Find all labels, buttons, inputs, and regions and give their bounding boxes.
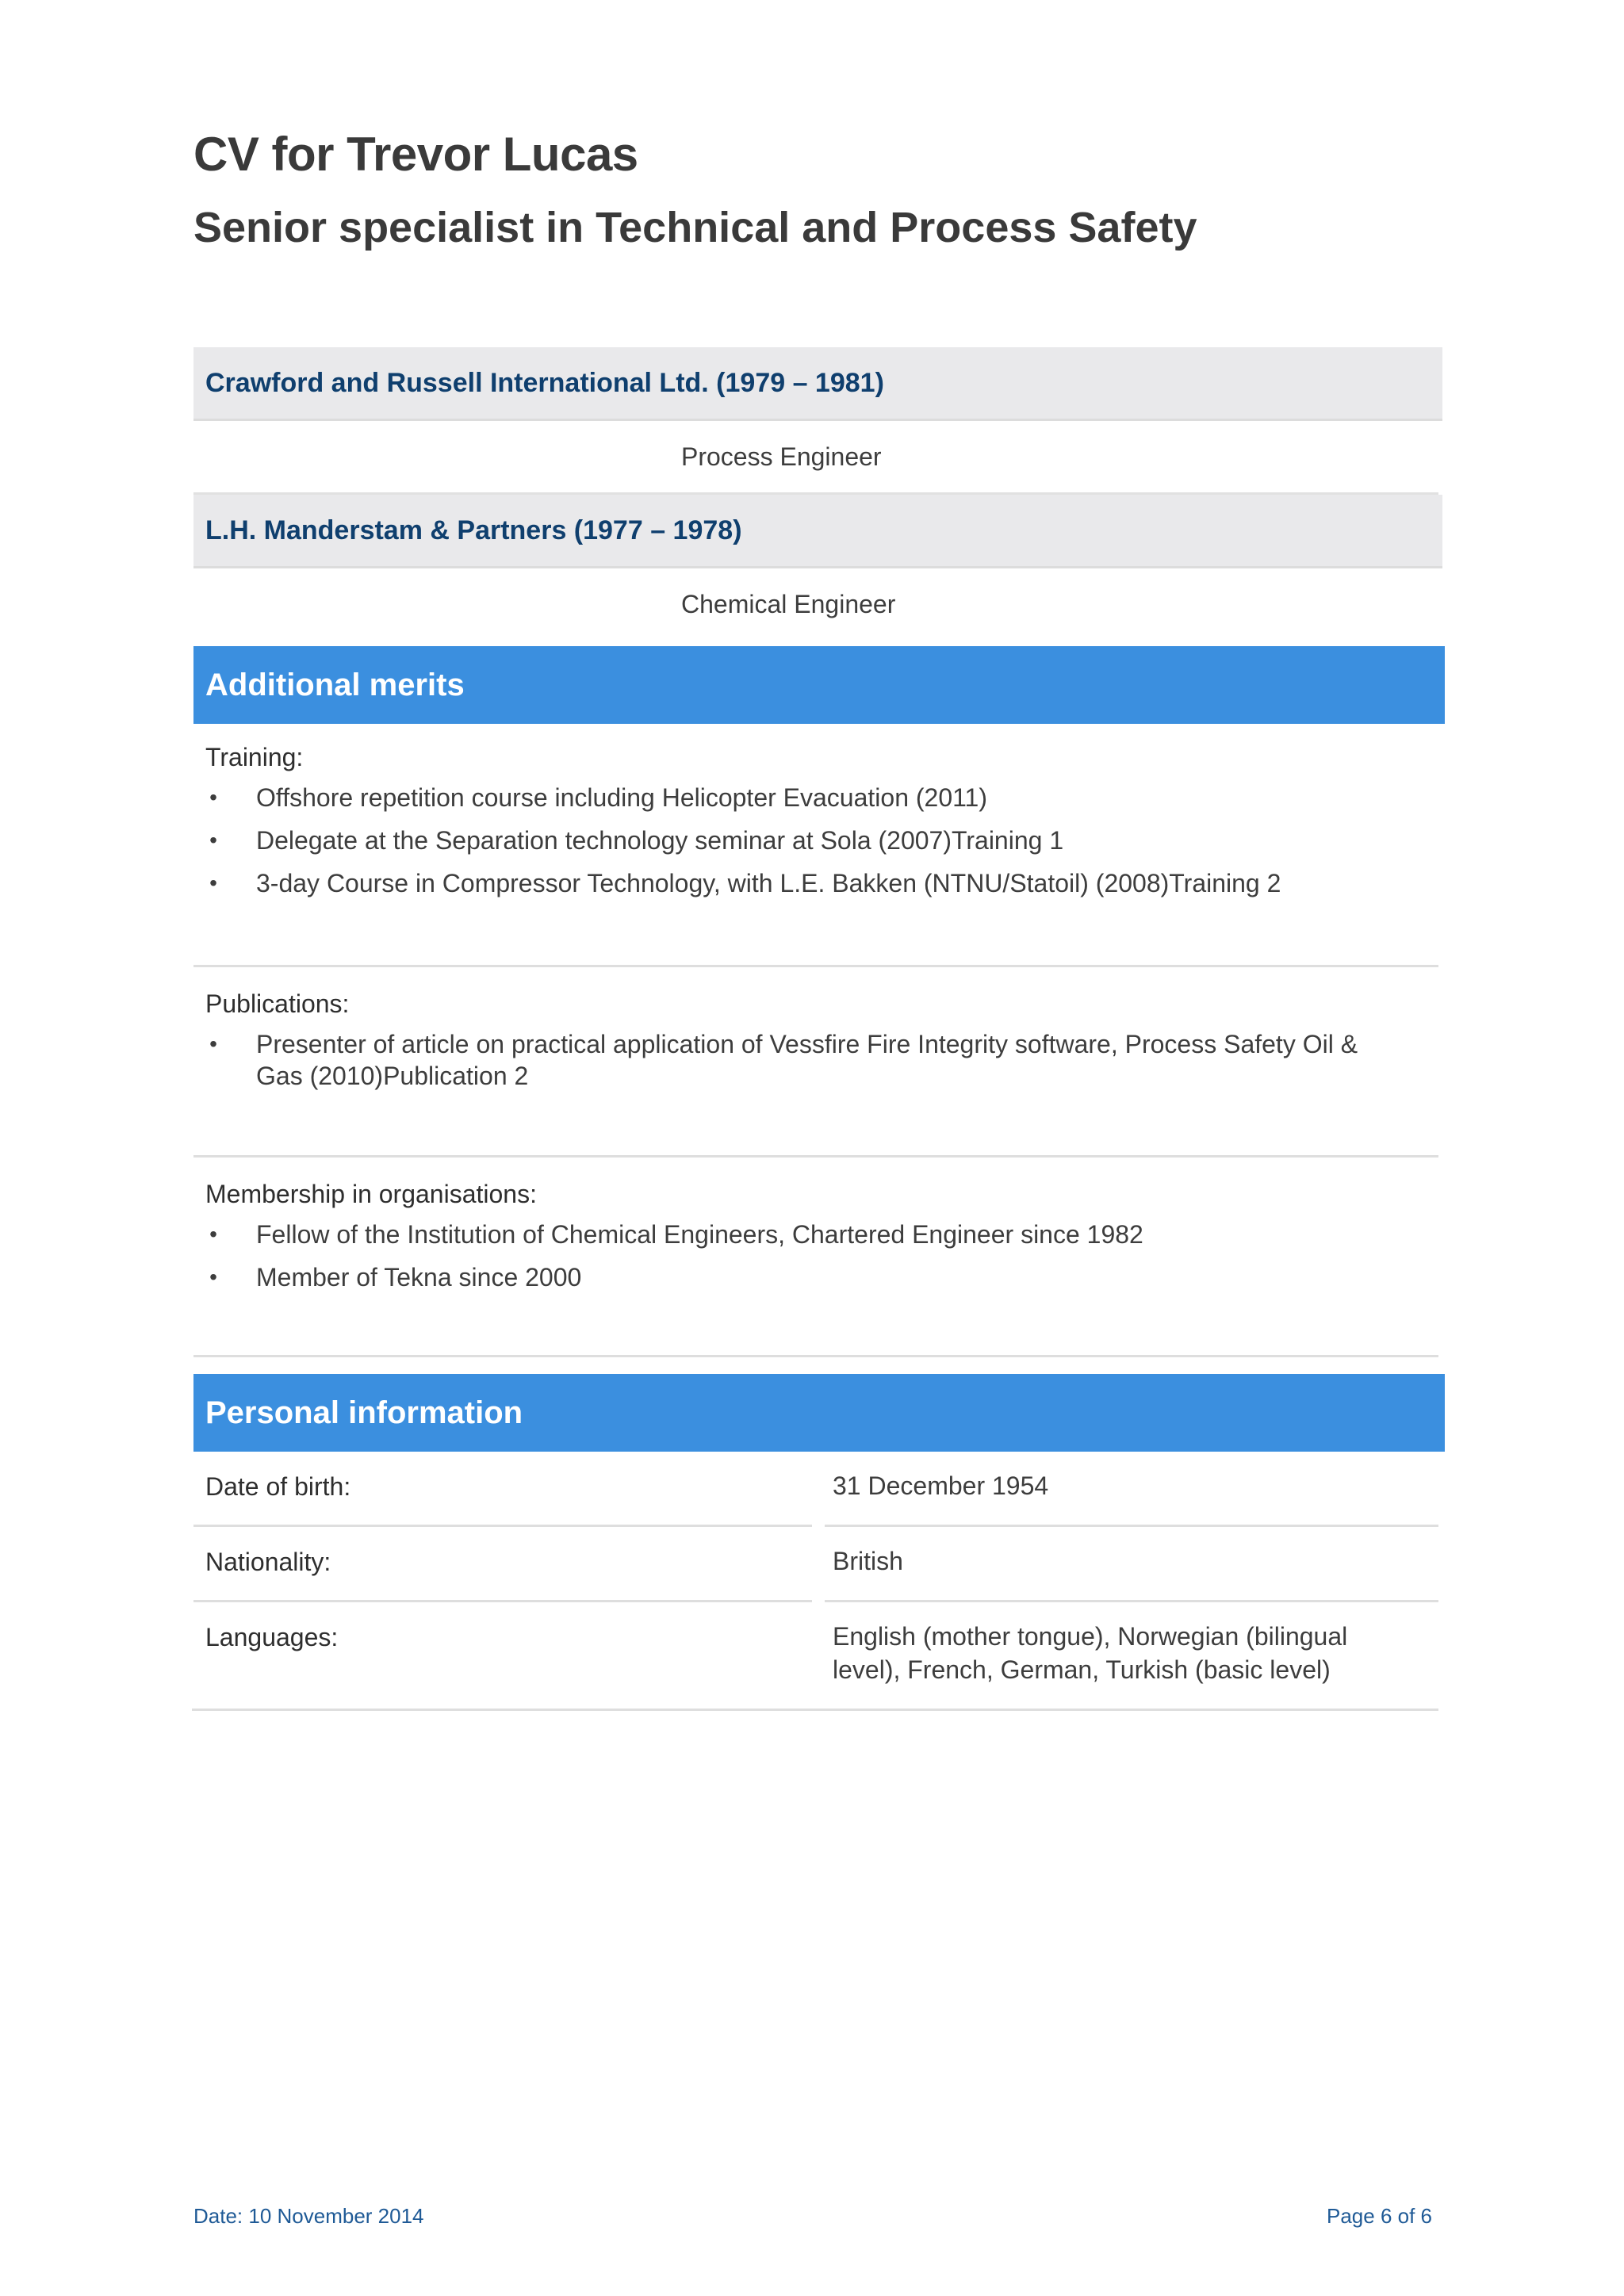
memberships-label: Membership in organisations: [205,1180,537,1208]
info-value: 31 December 1954 [825,1452,1438,1527]
info-label: Languages: [205,1623,339,1651]
info-label: Date of birth: [193,1452,812,1527]
table-bottom-divider [192,1709,1438,1711]
training-list [205,782,1427,899]
employer-heading: L.H. Manderstam & Partners (1977 – 1978) [193,495,1442,568]
list-item: • Presenter of article on practical application of Vessfire Fire Integrity software, Process Safety Oil & Gas (2010)Publication 2 [205,1028,1427,1092]
bullet-icon: • [209,828,217,852]
role-row [193,568,1438,640]
role-row [193,421,1438,495]
publications-block [193,967,1438,1158]
footer-date: Date: 10 November 2014 [193,2204,424,2228]
publications-label: Publications: [205,989,350,1018]
bullet-icon: • [209,1031,217,1056]
footer-page-number: Page 6 of 6 [1327,2204,1432,2228]
section-banner: Personal information [193,1374,1445,1452]
bullet-icon: • [209,1265,217,1289]
list-item: • Offshore repetition course including Helicopter Evacuation (2011) [205,782,1427,813]
list-item: • Fellow of the Institution of Chemical Engineers, Chartered Engineer since 1982 [205,1219,1427,1250]
additional-merits-section [193,646,1438,1357]
employment-section [193,347,1438,640]
info-value: English (mother tongue), Norwegian (bilingual level), French, German, Turkish (basic level) [833,1622,1348,1684]
bullet-icon: • [209,871,217,895]
section-banner: Additional merits [193,646,1445,724]
bullet-icon: • [209,1222,217,1246]
role-title: Process Engineer [681,442,882,471]
list-item: • Delegate at the Separation technology seminar at Sola (2007)Training 1 [205,825,1427,856]
list-item: • Member of Tekna since 2000 [205,1261,1427,1293]
memberships-list [205,1219,1427,1293]
training-block [193,724,1438,967]
page-title: CV for Trevor Lucas [193,128,638,181]
employer-heading: Crawford and Russell International Ltd. (1979 – 1981) [193,347,1442,421]
publications-list [205,1028,1427,1092]
page-subtitle: Senior specialist in Technical and Process Safety [193,204,1197,251]
role-title: Chemical Engineer [681,590,896,618]
info-value: British [825,1527,1438,1602]
list-item: • 3-day Course in Compressor Technology, with L.E. Bakken (NTNU/Statoil) (2008)Training 2 [205,867,1427,899]
training-label: Training: [205,743,304,771]
info-label: Nationality: [193,1527,812,1602]
personal-info-section [193,1374,1438,1452]
bullet-icon: • [209,785,217,809]
memberships-block [193,1158,1438,1357]
